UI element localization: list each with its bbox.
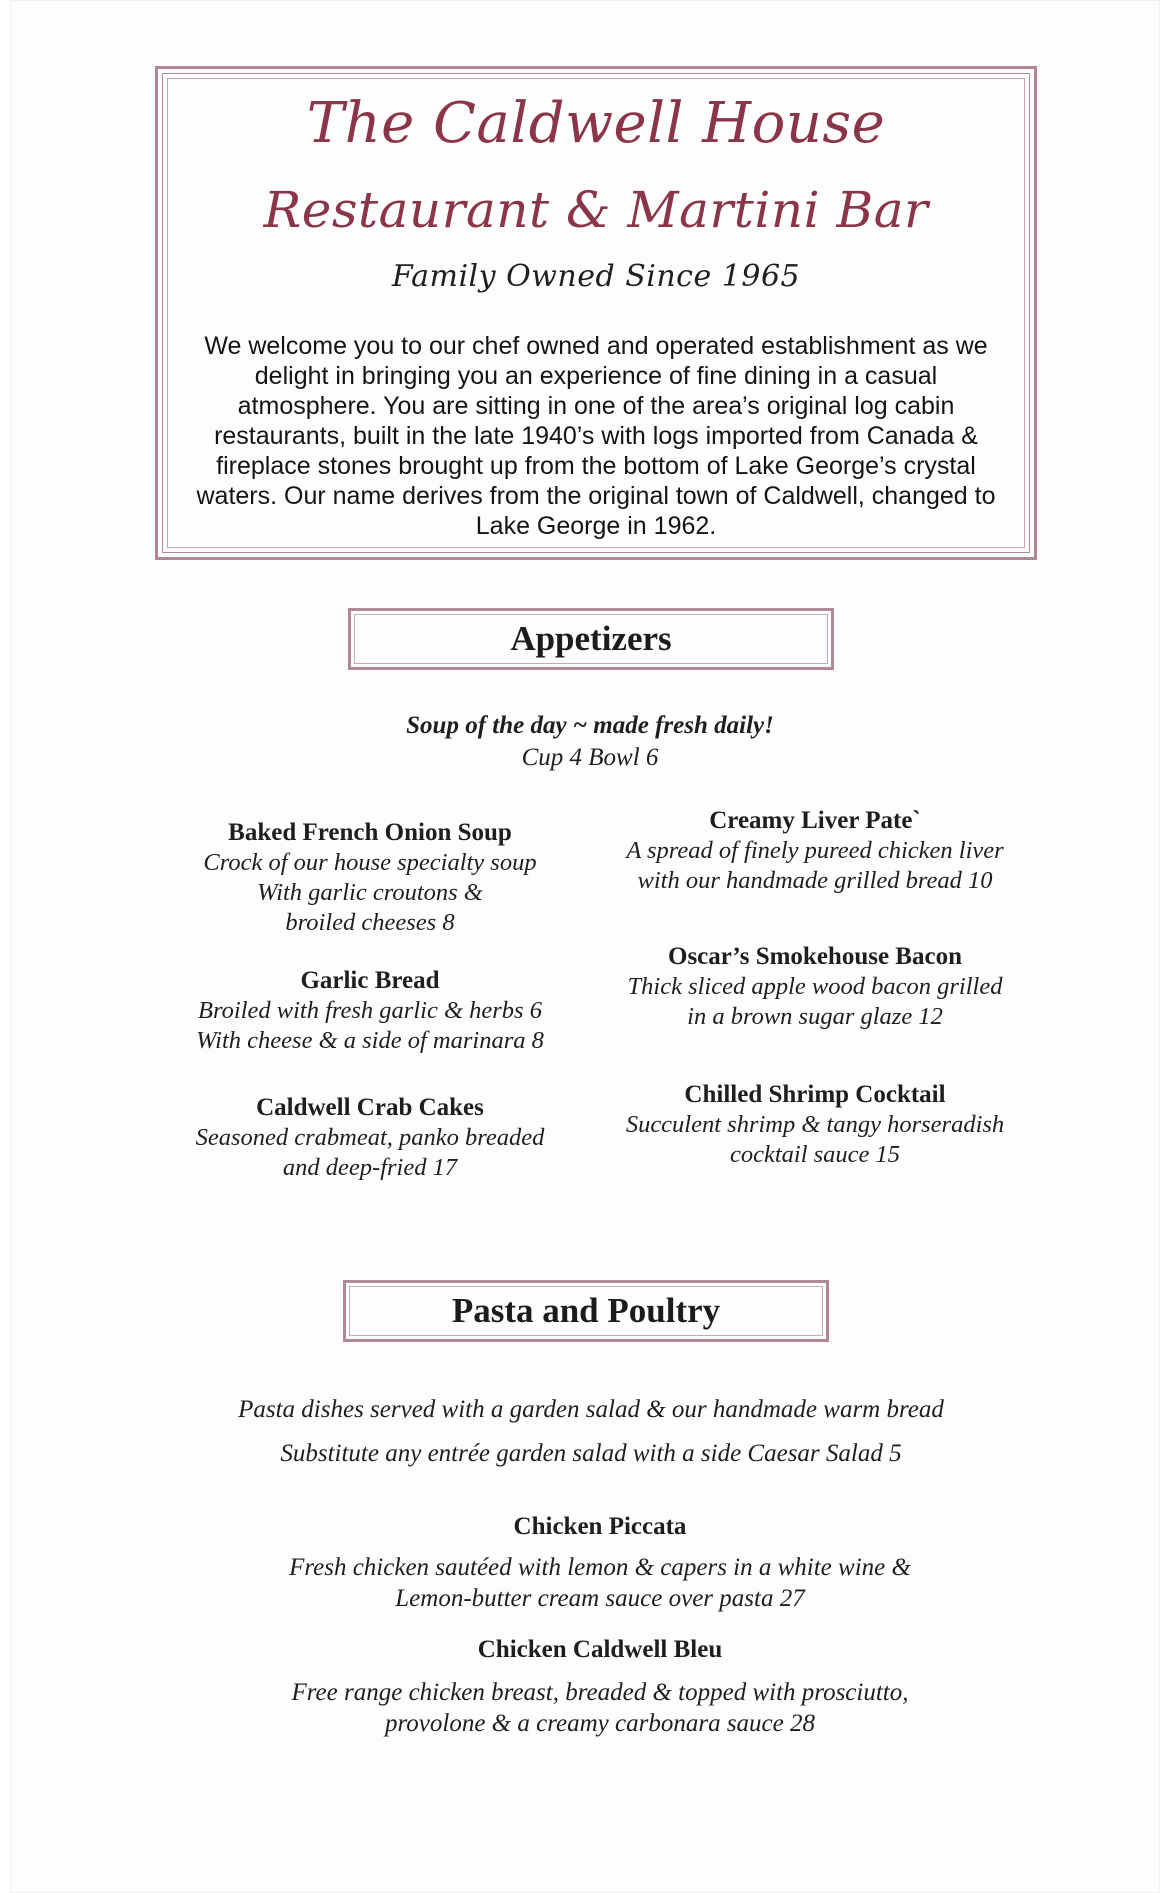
menu-item [595, 1080, 1035, 1170]
item-name: Creamy Liver Pate` [709, 807, 921, 834]
item-description: Fresh chicken sautéed with lemon & capers in a white wine & Lemon-butter cream sauce over pasta 27 [289, 1554, 911, 1612]
item-description: Seasoned crabmeat, panko breaded and deep-fried 17 [195, 1124, 545, 1181]
substitution-note: Substitute any entrée garden salad with a side Caesar Salad 5 [280, 1440, 902, 1467]
menu-item [595, 806, 1035, 896]
soup-title: Soup of the day ~ made fresh daily! [406, 712, 774, 739]
item-name: Garlic Bread [300, 967, 440, 994]
item-name: Caldwell Crab Cakes [256, 1094, 484, 1121]
soup-prices: Cup 4 Bowl 6 [521, 744, 659, 771]
item-name: Chicken Piccata [513, 1513, 687, 1540]
soup-of-the-day [310, 710, 870, 774]
item-description: Free range chicken breast, breaded & topped with prosciutto, provolone & a creamy carbonara sauce 28 [291, 1679, 909, 1737]
restaurant-name: The Caldwell House [306, 91, 886, 156]
item-name: Chicken Caldwell Bleu [477, 1636, 723, 1663]
appetizers-header [348, 608, 834, 670]
item-name: Baked French Onion Soup [228, 819, 512, 846]
menu-item [160, 966, 580, 1056]
menu-item [160, 1093, 580, 1183]
item-name: Oscar’s Smokehouse Bacon [668, 943, 962, 970]
intro-paragraph: We welcome you to our chef owned and operated establishment as we delight in bringing you an experience of fine dining in a casual atmosphere. You are sitting in one of the area’s original log cabin restaurants, built in the late 1940’s with logs imported from Canada & fireplace stones brought up from the bottom of Lake George’s crystal waters. Our name derives from the original town of Caldwell, changed to Lake George in 1962. [196, 332, 996, 540]
menu-item [595, 942, 1035, 1032]
pasta-poultry-header [343, 1280, 829, 1342]
item-description: Crock of our house specialty soup With garlic croutons & broiled cheeses 8 [203, 849, 537, 936]
menu-item [210, 1635, 990, 1739]
header-frame [155, 66, 1037, 560]
item-description: Broiled with fresh garlic & herbs 6 With cheese & a side of marinara 8 [196, 997, 544, 1054]
menu-item [170, 818, 570, 938]
pasta-note: Pasta dishes served with a garden salad & our handmade warm bread [238, 1396, 944, 1423]
restaurant-subtitle: Restaurant & Martini Bar [263, 181, 929, 239]
tagline: Family Owned Since 1965 [391, 259, 801, 294]
item-description: Succulent shrimp & tangy horseradish cocktail sauce 15 [625, 1111, 1005, 1168]
menu-page [10, 0, 1160, 1893]
appetizers-title: Appetizers [510, 619, 672, 658]
pasta-poultry-title: Pasta and Poultry [451, 1291, 721, 1330]
menu-item [210, 1512, 990, 1614]
item-description: A spread of finely pureed chicken liver with our handmade grilled bread 10 [626, 837, 1004, 894]
item-description: Thick sliced apple wood bacon grilled in a brown sugar glaze 12 [627, 973, 1003, 1030]
item-name: Chilled Shrimp Cocktail [684, 1081, 946, 1108]
